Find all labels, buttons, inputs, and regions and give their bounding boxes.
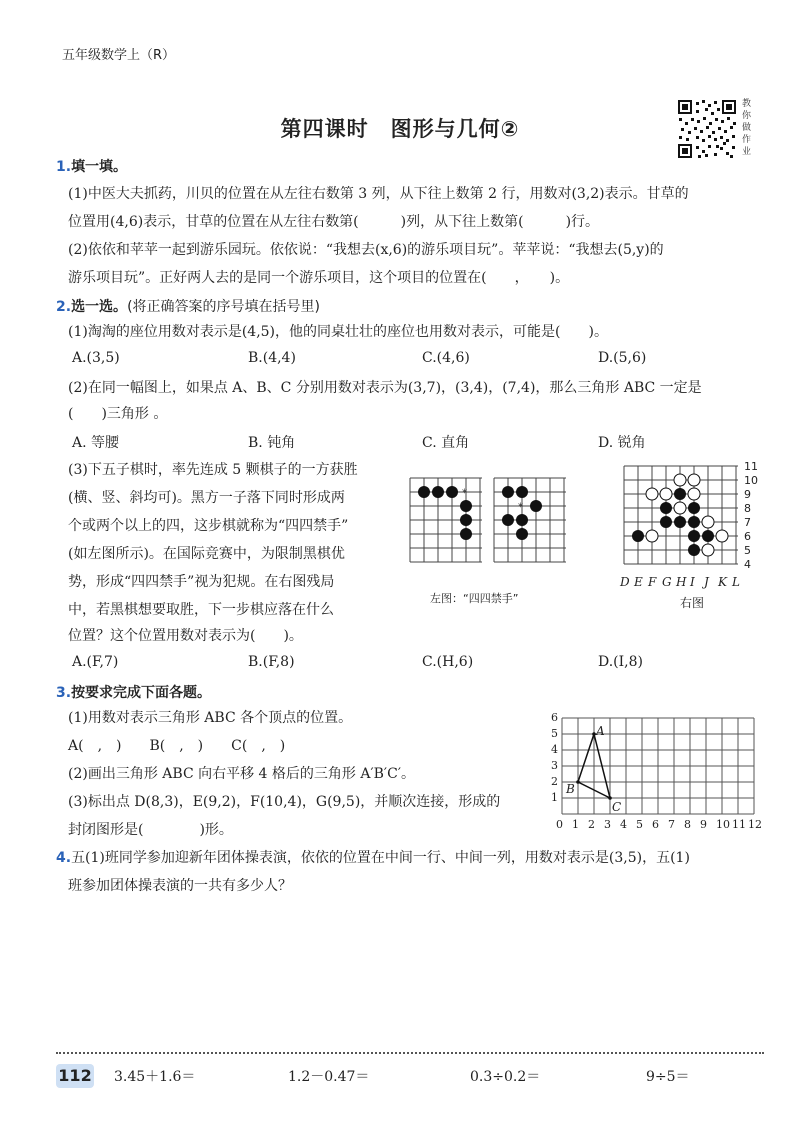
q1-line: 位置用(4,6)表示，甘草的位置在从左往右数第( )列，从下往上数第( )行。	[68, 214, 600, 230]
qr-side-char: 作	[742, 135, 752, 145]
row-label: 10	[744, 474, 758, 487]
q2-p1: (1)淘淘的座位用数对表示是(4,5)，他的同桌壮壮的座位也用数对表示，可能是( )。	[68, 324, 608, 340]
qr-code-icon	[676, 98, 738, 160]
footer-calc: 9÷5＝	[646, 1069, 690, 1085]
point-b-label: B	[566, 782, 575, 796]
col-label: H	[676, 575, 687, 589]
x-tick-label: 10	[716, 818, 730, 831]
qr-code[interactable]	[676, 98, 738, 160]
col-label: J	[704, 575, 709, 589]
point-c-label: C	[612, 800, 622, 814]
q1-line: 游乐项目玩”。正好两人去的是同一个游乐项目，这个项目的位置在( ， )。	[68, 270, 570, 286]
x-tick-label: 9	[700, 818, 707, 831]
qr-side-char: 业	[742, 147, 752, 157]
q3-line: A( , ) B( , ) C( , )	[68, 738, 286, 754]
x-tick-label: 2	[588, 818, 595, 831]
right-row-labels	[744, 460, 758, 572]
gomoku-left-board	[408, 466, 568, 582]
row-label: 8	[744, 502, 751, 515]
q1-title: 填一填。	[71, 159, 128, 175]
q4-number: 4.	[56, 850, 72, 866]
col-label: G	[662, 575, 672, 589]
x-tick-label: 3	[604, 818, 611, 831]
x-tick-label: 8	[684, 818, 691, 831]
q2-p2-option[interactable]: D. 锐角	[598, 435, 646, 451]
row-label: 5	[744, 544, 751, 557]
x-tick-label: 6	[652, 818, 659, 831]
q2-title: 选一选。	[71, 299, 128, 315]
q3-line: (1)用数对表示三角形 ABC 各个顶点的位置。	[68, 710, 353, 726]
q2-p1-option[interactable]: A.(3,5)	[72, 350, 120, 366]
q2-note: (将正确答案的序号填在括号里)	[127, 299, 320, 315]
q2-p2-line: (2)在同一幅图上，如果点 A、B、C 分别用数对表示为(3,7)，(3,4)，(7,4)，那么三角形 ABC 一定是	[68, 380, 702, 396]
q3-number: 3.	[56, 685, 72, 701]
q2-p1-option[interactable]: C.(4,6)	[422, 350, 470, 366]
q2-p2-line: ( )三角形 。	[68, 406, 168, 422]
col-label: L	[732, 575, 740, 589]
q4-line: 班参加团体操表演的一共有多少人？	[68, 878, 292, 894]
q2-p3-line: 势，形成“四四禁手”视为犯规。在右图残局	[68, 574, 335, 590]
x-tick-label: 1	[572, 818, 579, 831]
footer-calc: 3.45＋1.6＝	[114, 1069, 196, 1085]
q1-heading	[56, 156, 127, 176]
x-tick-label: 0	[556, 818, 563, 831]
q2-p1-option[interactable]: D.(5,6)	[598, 350, 647, 366]
qr-side-char: 做	[742, 123, 752, 133]
x-tick-label: 11	[732, 818, 746, 831]
q2-p3-line: 个或两个以上的四，这步棋就称为“四四禁手”	[68, 518, 349, 534]
row-label: 7	[744, 516, 751, 529]
q2-p3-option[interactable]: B.(F,8)	[248, 654, 295, 670]
x-tick-label: 12	[748, 818, 762, 831]
page-number: 112	[56, 1064, 94, 1088]
footer-calc: 1.2－0.47＝	[288, 1069, 370, 1085]
qr-side-text	[742, 98, 754, 158]
q2-p3-line: (横、竖、斜均可)。黑方一子落下同时形成两	[68, 490, 345, 506]
q3-heading	[56, 682, 211, 702]
y-tick-label: 1	[551, 791, 558, 804]
q3-y-labels	[548, 710, 558, 806]
svg-text:*: *	[518, 502, 523, 513]
qr-side-char: 你	[742, 111, 752, 121]
q2-p2-option[interactable]: C. 直角	[422, 435, 470, 451]
col-label: E	[634, 575, 643, 589]
page-title: 第四课时 图形与几何②	[280, 117, 520, 141]
row-label: 11	[744, 460, 758, 473]
q2-p3-line: (3)下五子棋时，率先连成 5 颗棋子的一方获胜	[68, 462, 358, 478]
q4-line	[56, 848, 690, 868]
gomoku-left-figure	[408, 466, 568, 586]
right-figure-caption: 右图	[680, 596, 705, 610]
q3-line: (2)画出三角形 ABC 向右平移 4 格后的三角形 A′B′C′。	[68, 766, 416, 782]
q3-line: (3)标出点 D(8,3)，E(9,2)，F(10,4)，G(9,5)，并顺次连接，形成的	[68, 794, 501, 810]
y-tick-label: 3	[551, 759, 558, 772]
y-tick-label: 5	[551, 727, 558, 740]
row-label: 4	[744, 558, 751, 571]
y-tick-label: 4	[551, 743, 558, 756]
q4-text: 五(1)班同学参加迎新年团体操表演，依依的位置在中间一行、中间一列，用数对表示是(3,5)，五(1)	[71, 850, 690, 866]
q2-p1-option[interactable]: B.(4,4)	[248, 350, 296, 366]
col-label: K	[718, 575, 727, 589]
footer-divider	[56, 1052, 764, 1054]
row-label: 9	[744, 488, 751, 501]
q2-number: 2.	[56, 299, 72, 315]
svg-text:*: *	[462, 488, 467, 499]
point-a-label: A	[596, 724, 605, 738]
q2-p3-line: 位置？这个位置用数对表示为( )。	[68, 628, 303, 644]
col-label: I	[690, 575, 695, 589]
y-tick-label: 6	[551, 711, 558, 724]
q2-p3-option[interactable]: A.(F,7)	[72, 654, 119, 670]
x-tick-label: 7	[668, 818, 675, 831]
q3-title: 按要求完成下面各题。	[71, 685, 212, 701]
col-label: D	[620, 575, 630, 589]
y-tick-label: 2	[551, 775, 558, 788]
book-label: 五年级数学上（R）	[62, 48, 176, 63]
q2-p3-option[interactable]: D.(I,8)	[598, 654, 643, 670]
q2-p2-option[interactable]: B. 钝角	[248, 435, 296, 451]
q2-p2-option[interactable]: A. 等腰	[72, 435, 120, 451]
q1-line: (1)中医大夫抓药，川贝的位置在从左往右数第 3 列，从下往上数第 2 行，用数对(3,2)表示。甘草的	[68, 186, 689, 202]
qr-side-char: 教	[742, 99, 752, 109]
right-col-labels	[620, 575, 746, 589]
q3-line: 封闭图形是( )形。	[68, 822, 233, 838]
q3-x-labels	[556, 818, 764, 831]
q1-line: (2)依依和苹苹一起到游乐园玩。依依说：“我想去(x,6)的游乐项目玩”。苹苹说：“我想去(5,y)的	[68, 242, 664, 258]
x-tick-label: 4	[620, 818, 627, 831]
q2-heading	[56, 296, 320, 316]
q2-p3-line: 中，若黑棋想要取胜，下一步棋应落在什么	[68, 602, 334, 618]
left-figure-caption: 左图：“四四禁手”	[430, 592, 519, 605]
x-tick-label: 5	[636, 818, 643, 831]
q2-p3-line: (如左图所示)。在国际竞赛中，为限制黑棋优	[68, 546, 345, 562]
col-label: F	[648, 575, 657, 589]
q1-number: 1.	[56, 159, 72, 175]
q2-p3-option[interactable]: C.(H,6)	[422, 654, 474, 670]
row-label: 6	[744, 530, 751, 543]
footer-calc: 0.3÷0.2＝	[470, 1069, 541, 1085]
